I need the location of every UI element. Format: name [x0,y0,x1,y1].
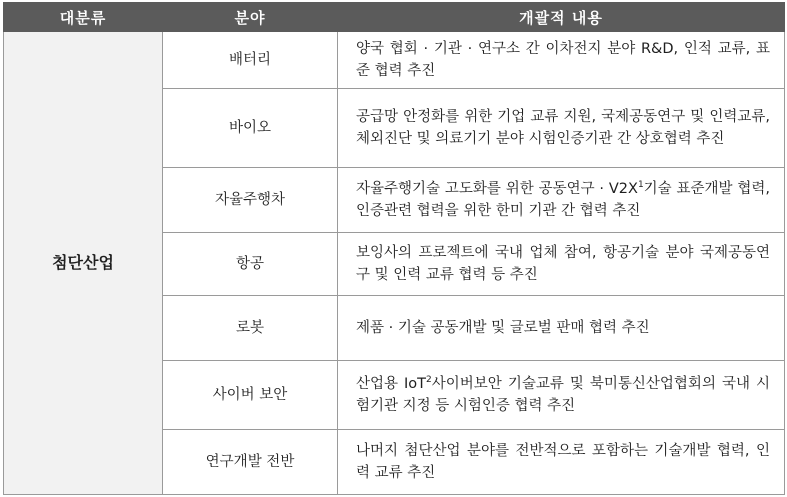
description-cell: 나머지 첨단산업 분야를 전반적으로 포함하는 기술개발 협력, 인력 교류 추진 [338,430,785,495]
description-text: 산업용 IoT [356,376,427,392]
description-cell: 보잉사의 프로젝트에 국내 업체 참여, 항공기술 분야 국제공동연구 및 인력 교류 협력 등 추진 [338,233,785,296]
field-cell: 자율주행차 [163,168,338,233]
footnote-marker: 2 [426,375,432,386]
description-text: 기술 표준개발 협력, 인증관련 협력을 위한 한미 기관 간 협력 추진 [356,181,770,219]
header-summary: 개괄적 내용 [338,3,785,32]
header-field: 분야 [163,3,338,32]
description-cell: 양국 협회 · 기관 · 연구소 간 이차전지 분야 R&D, 인적 교류, 표준 협력 추진 [338,32,785,89]
description-cell: 제품 · 기술 공동개발 및 글로벌 판매 협력 추진 [338,296,785,361]
category-cell: 첨단산업 [4,32,163,495]
industry-cooperation-table [3,2,785,495]
field-cell: 사이버 보안 [163,361,338,430]
description-text: 사이버보안 기술교류 및 북미통신산업협회의 국내 시험기관 지정 등 시험인증 협력 추진 [356,376,770,414]
description-cell: 공급망 안정화를 위한 기업 교류 지원, 국제공동연구 및 인력교류, 체외진단 및 의료기기 분야 시험인증기관 간 상호협력 추진 [338,89,785,168]
description-text: 자율주행기술 고도화를 위한 공동연구 · V2X [356,181,638,197]
table-row [4,32,785,89]
field-cell: 배터리 [163,32,338,89]
description-cell [338,168,785,233]
field-cell: 로봇 [163,296,338,361]
description-cell [338,361,785,430]
footnote-marker: 1 [637,180,644,191]
field-cell: 항공 [163,233,338,296]
field-cell: 바이오 [163,89,338,168]
field-cell: 연구개발 전반 [163,430,338,495]
table-header [4,3,785,32]
header-category: 대분류 [4,3,163,32]
